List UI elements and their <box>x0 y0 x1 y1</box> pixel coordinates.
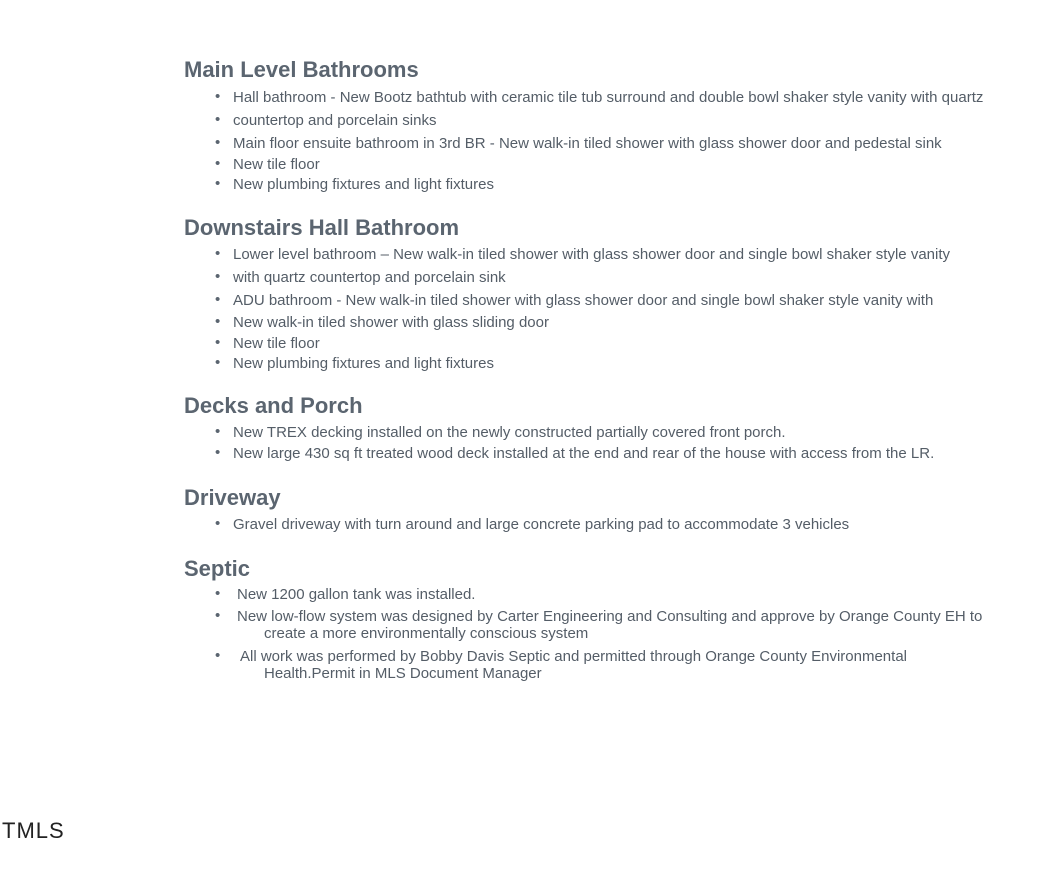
section-heading-driveway: Driveway <box>184 485 281 510</box>
section-heading-downstairs-hall-bathroom: Downstairs Hall Bathroom <box>184 215 460 240</box>
list-item: Gravel driveway with turn around and large concrete parking pad to accommodate 3 vehicles <box>233 516 850 533</box>
bullet-icon: • <box>215 515 221 532</box>
list-item: with quartz countertop and porcelain sink <box>233 269 506 286</box>
list-item-continuation: Health.Permit in MLS Document Manager <box>264 665 542 682</box>
list-item-continuation: create a more environmentally conscious system <box>264 625 589 642</box>
bullet-icon: • <box>215 313 221 330</box>
list-item: countertop and porcelain sinks <box>233 112 437 129</box>
list-item: ADU bathroom - New walk-in tiled shower with glass shower door and single bowl shaker style vanity with <box>233 292 934 309</box>
bullet-icon: • <box>215 111 221 128</box>
list-item: New 1200 gallon tank was installed. <box>237 586 476 603</box>
list-item: All work was performed by Bobby Davis Septic and permitted through Orange County Environmental <box>240 648 907 665</box>
bullet-icon: • <box>215 423 221 440</box>
list-item: New tile floor <box>233 156 320 173</box>
bullet-icon: • <box>215 245 221 262</box>
bullet-icon: • <box>215 134 221 151</box>
bullet-icon: • <box>215 155 221 172</box>
list-item: New tile floor <box>233 335 320 352</box>
bullet-icon: • <box>215 647 221 664</box>
list-item: Main floor ensuite bathroom in 3rd BR - New walk-in tiled shower with glass shower door and pedestal sink <box>233 135 942 152</box>
list-item: Hall bathroom - New Bootz bathtub with ceramic tile tub surround and double bowl shaker style vanity with quartz <box>233 89 984 106</box>
bullet-icon: • <box>215 585 221 602</box>
list-item: New TREX decking installed on the newly constructed partially covered front porch. <box>233 424 786 441</box>
list-item: New low-flow system was designed by Carter Engineering and Consulting and approve by Orange County EH to <box>237 608 983 625</box>
bullet-icon: • <box>215 334 221 351</box>
list-item: New walk-in tiled shower with glass sliding door <box>233 314 549 331</box>
list-item: Lower level bathroom – New walk-in tiled shower with glass shower door and single bowl shaker style vanity <box>233 246 951 263</box>
list-item: New plumbing fixtures and light fixtures <box>233 355 494 372</box>
section-heading-decks-and-porch: Decks and Porch <box>184 393 363 418</box>
section-heading-septic: Septic <box>184 556 251 581</box>
list-item: New plumbing fixtures and light fixtures <box>233 176 494 193</box>
tmls-logo: TMLS <box>2 818 65 843</box>
bullet-icon: • <box>215 291 221 308</box>
bullet-icon: • <box>215 354 221 371</box>
bullet-icon: • <box>215 444 221 461</box>
bullet-icon: • <box>215 175 221 192</box>
bullet-icon: • <box>215 268 221 285</box>
section-heading-main-level-bathrooms: Main Level Bathrooms <box>184 57 419 82</box>
bullet-icon: • <box>215 88 221 105</box>
bullet-icon: • <box>215 607 221 624</box>
list-item: New large 430 sq ft treated wood deck installed at the end and rear of the house with access from the LR. <box>233 445 935 462</box>
